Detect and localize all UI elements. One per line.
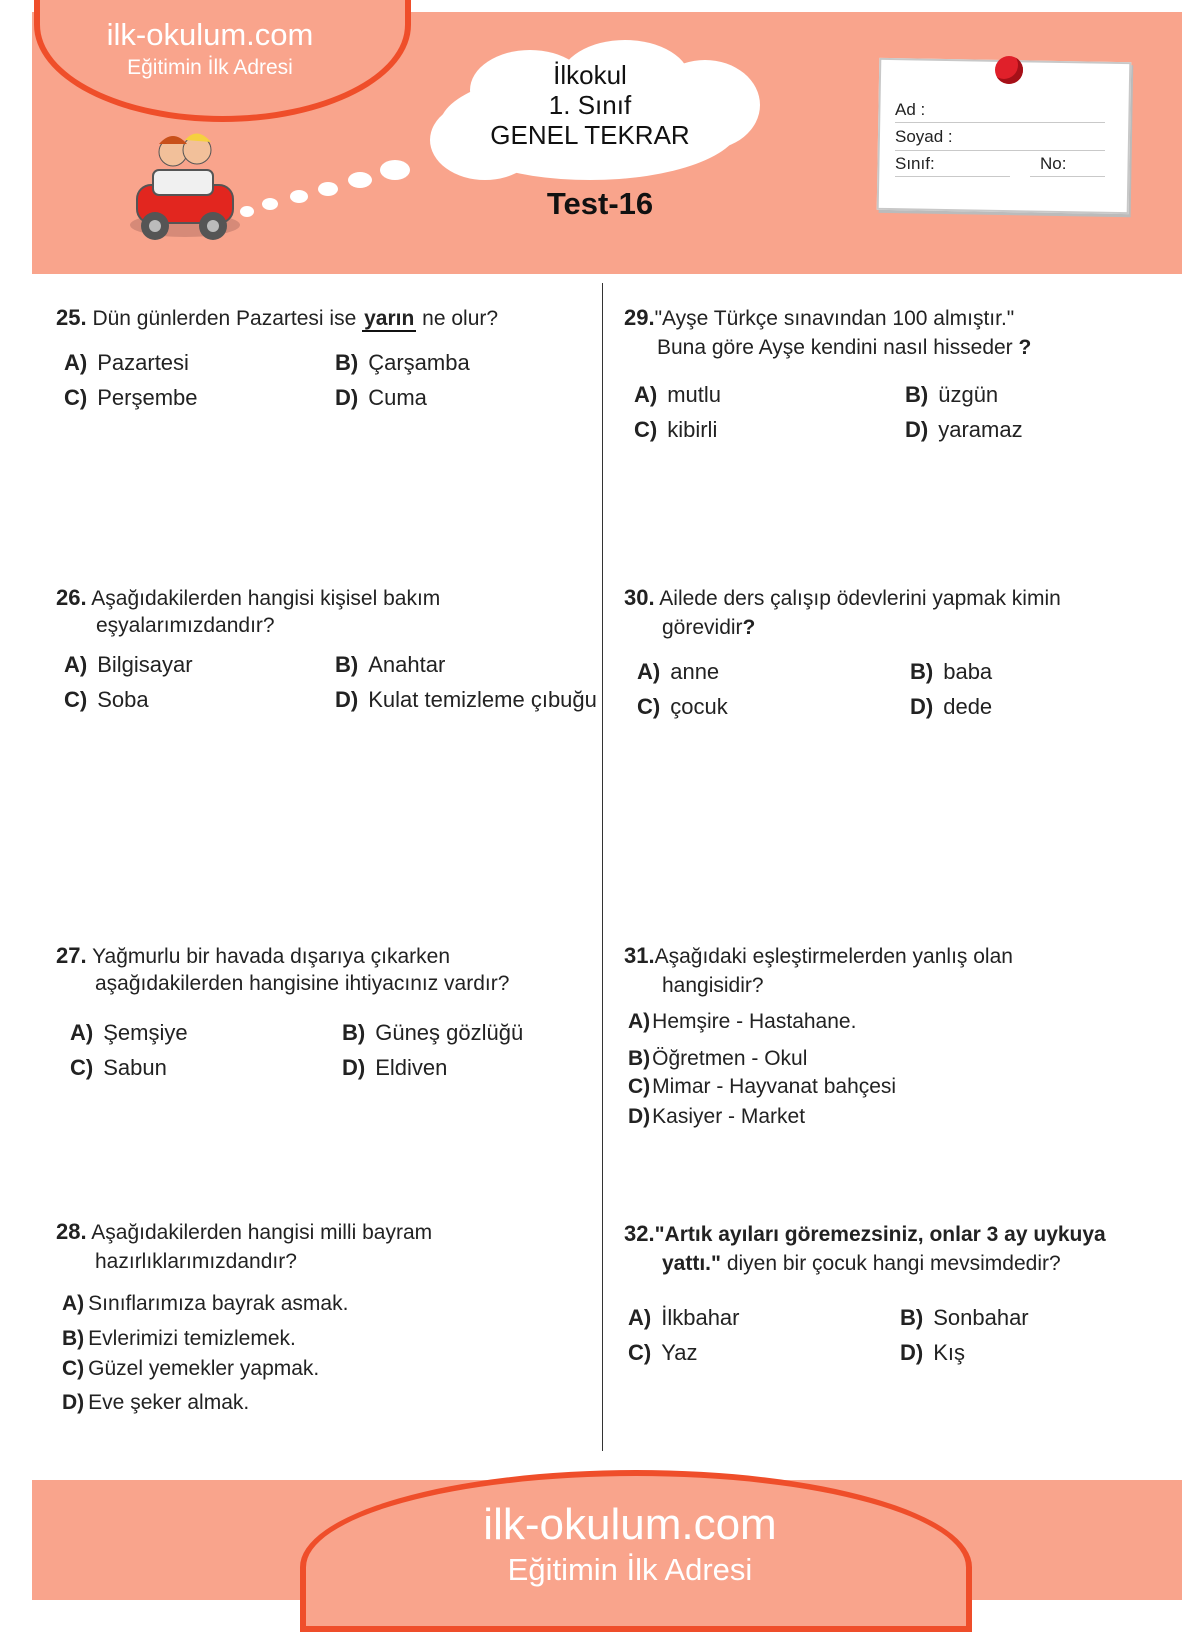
option-d[interactable]: D) Kulat temizleme çıbuğu: [335, 687, 597, 712]
option-b[interactable]: B) Güneş gözlüğü: [342, 1020, 524, 1045]
footer-tagline: Eğitimin İlk Adresi: [507, 1552, 753, 1587]
title-grade: 1. Sınıf: [548, 90, 632, 120]
title-school: İlkokul: [553, 60, 627, 90]
question-number: 32.: [624, 1221, 655, 1246]
option-d[interactable]: D) dede: [910, 694, 993, 719]
question-27-line2: aşağıdakilerden hangisine ihtiyacınız vardır?: [95, 972, 510, 995]
number-field[interactable]: [1030, 176, 1105, 177]
question-25: 25. Dün günlerden Pazartesi ise yarın ne olur?: [56, 305, 499, 330]
question-number: 28.: [56, 1219, 87, 1244]
option-d[interactable]: D) yaramaz: [905, 417, 1023, 442]
question-number: 30.: [624, 585, 655, 610]
option-a[interactable]: A) İlkbahar: [628, 1305, 740, 1330]
option-c[interactable]: C) Perşembe: [64, 385, 198, 410]
thought-bubble: [290, 190, 308, 203]
question-28-line2: hazırlıklarımızdandır?: [95, 1250, 297, 1273]
question-26-line2: eşyalarımızdandır?: [96, 614, 275, 637]
option-c[interactable]: C) Güzel yemekler yapmak.: [62, 1357, 320, 1380]
option-a[interactable]: A) mutlu: [634, 382, 722, 407]
option-d[interactable]: D) Kış: [900, 1340, 966, 1365]
option-d[interactable]: D) Eve şeker almak.: [62, 1391, 250, 1414]
option-d[interactable]: D) Cuma: [335, 385, 427, 410]
question-28: 28. Aşağıdakilerden hangisi milli bayram: [56, 1219, 433, 1244]
question-32-line2: yattı." diyen bir çocuk hangi mevsimdedir?: [662, 1252, 1061, 1275]
option-b[interactable]: B) Çarşamba: [335, 350, 470, 375]
option-c[interactable]: C) Sabun: [70, 1055, 167, 1080]
thought-bubble: [262, 198, 278, 210]
question-26: 26. Aşağıdakilerden hangisi kişisel bakım: [56, 585, 441, 610]
class-label: Sınıf:: [895, 154, 935, 173]
option-b[interactable]: B)Öğretmen - Okul: [628, 1047, 808, 1070]
car-illustration-icon: [125, 130, 245, 250]
question-30-line2: görevidir?: [662, 616, 756, 639]
option-a[interactable]: A) Sınıflarımıza bayrak asmak.: [62, 1292, 349, 1315]
question-number: 26.: [56, 585, 87, 610]
option-a[interactable]: A) Pazartesi: [64, 350, 189, 375]
question-29-line2: Buna göre Ayşe kendini nasıl hisseder ?: [657, 336, 1032, 359]
class-field[interactable]: [895, 176, 1010, 177]
question-31-line2: hangisidir?: [662, 974, 764, 997]
question-29: 29."Ayşe Türkçe sınavından 100 almıştır.": [624, 305, 1015, 330]
option-a[interactable]: A) Şemşiye: [70, 1020, 188, 1045]
option-b[interactable]: B) Evlerimizi temizlemek.: [62, 1327, 296, 1350]
option-c[interactable]: C)Mimar - Hayvanat bahçesi: [628, 1075, 897, 1098]
number-label: No:: [1040, 154, 1067, 173]
logo-site[interactable]: ilk-okulum.com: [106, 17, 314, 52]
option-c[interactable]: C) çocuk: [637, 694, 728, 719]
option-b[interactable]: B) Sonbahar: [900, 1305, 1029, 1330]
thought-bubble: [318, 182, 338, 196]
thought-bubble: [380, 160, 410, 180]
question-number: 25.: [56, 305, 87, 330]
footer-site[interactable]: ilk-okulum.com: [483, 1500, 777, 1549]
question-30: 30. Ailede ders çalışıp ödevlerini yapmak kimin: [624, 585, 1061, 610]
option-c[interactable]: C) Soba: [64, 687, 149, 712]
option-c[interactable]: C) Yaz: [628, 1340, 698, 1365]
option-b[interactable]: B) Anahtar: [335, 652, 446, 677]
underlined-word: yarın: [364, 307, 415, 330]
question-number: 29.: [624, 305, 655, 330]
column-divider: [602, 283, 603, 1451]
option-c[interactable]: C) kibirli: [634, 417, 718, 442]
question-number: 31.: [624, 943, 655, 968]
question-31: 31.Aşağıdaki eşleştirmelerden yanlış olan: [624, 943, 1013, 968]
logo-tagline: Eğitimin İlk Adresi: [127, 56, 293, 79]
question-27: 27. Yağmurlu bir havada dışarıya çıkarken: [56, 943, 451, 968]
question-32: 32."Artık ayıları göremezsiniz, onlar 3 ay uykuya: [624, 1221, 1106, 1246]
option-b[interactable]: B) üzgün: [905, 382, 999, 407]
title-subject: GENEL TEKRAR: [490, 120, 690, 150]
option-b[interactable]: B) baba: [910, 659, 993, 684]
name-field[interactable]: [895, 122, 1105, 123]
thought-bubble: [348, 172, 372, 188]
option-a[interactable]: A) Bilgisayar: [64, 652, 193, 677]
name-label: Ad :: [895, 100, 926, 119]
option-a[interactable]: A)Hemşire - Hastahane.: [628, 1010, 857, 1033]
surname-label: Soyad :: [895, 127, 953, 146]
test-title: Test-16: [546, 186, 654, 221]
option-a[interactable]: A) anne: [637, 659, 720, 684]
surname-field[interactable]: [895, 150, 1105, 151]
option-d[interactable]: D) Eldiven: [342, 1055, 448, 1080]
pushpin-icon: [995, 56, 1023, 84]
question-number: 27.: [56, 943, 87, 968]
option-d[interactable]: D)Kasiyer - Market: [628, 1105, 806, 1128]
